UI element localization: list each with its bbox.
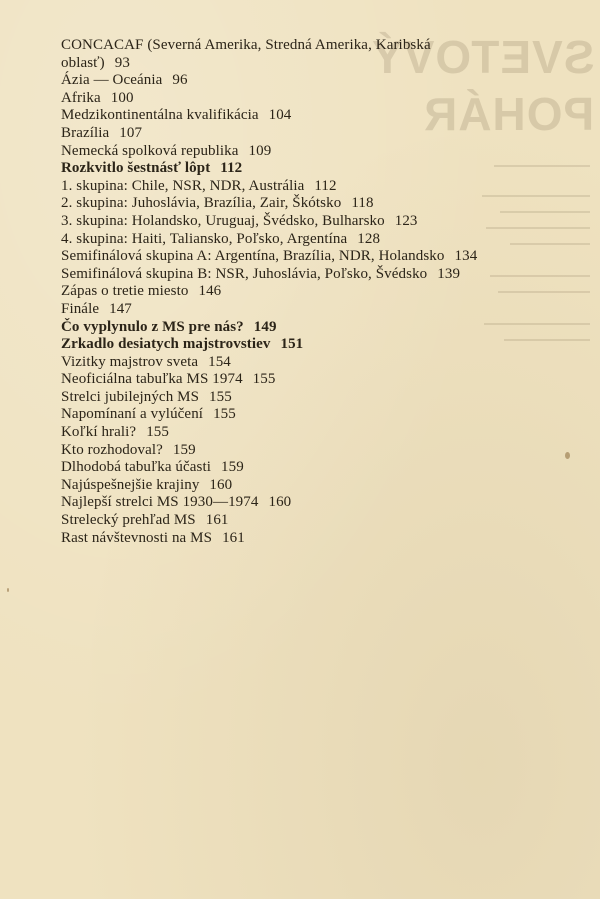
toc-entry	[61, 90, 581, 108]
toc-entry-title: Ázia — Oceánia	[61, 72, 163, 89]
toc-entry	[61, 37, 581, 55]
toc-entry-page: 161	[205, 512, 229, 529]
toc-entry-title: Koľkí hrali?	[61, 424, 137, 441]
toc-entry-page: 128	[357, 230, 381, 247]
toc-entry-page: 96	[172, 72, 188, 89]
toc-entry	[61, 354, 581, 372]
toc-entry	[61, 143, 581, 161]
toc-entry-title: Afrika	[61, 89, 101, 106]
bleed-title-line-1: SVETOVÝ	[370, 31, 594, 83]
toc-entry	[61, 336, 581, 354]
toc-entry	[61, 178, 581, 196]
toc-entry-title: Čo vyplynulo z MS pre nás?	[61, 318, 244, 335]
toc-entry-title: oblasť)	[61, 54, 105, 71]
toc-entry-page: 118	[351, 195, 374, 212]
toc-entry	[61, 494, 581, 512]
toc-entry	[61, 301, 581, 319]
toc-entry-title: Napomínaní a vylúčení	[61, 406, 204, 423]
toc-entry	[61, 389, 581, 407]
paper-spot	[7, 588, 9, 592]
toc-entry-title: 1. skupina: Chile, NSR, NDR, Austrália	[61, 177, 305, 194]
toc-entry-page: 139	[437, 265, 461, 282]
toc-entry-page: 154	[208, 353, 231, 370]
bleed-title-line-2: POHÁR	[422, 88, 594, 140]
toc-entry-title: CONCACAF (Severná Amerika, Stredná Amerika, Karibská	[61, 37, 431, 53]
toc-entry-page: 159	[172, 441, 196, 458]
toc-entry-title: Semifinálová skupina B: NSR, Juhoslávia, Poľsko, Švédsko	[61, 265, 428, 282]
toc-entry-title: Zápas o tretie miesto	[61, 283, 189, 300]
toc-entry	[61, 424, 581, 442]
toc-entry	[61, 125, 581, 143]
toc-entry-page: 155	[213, 406, 236, 423]
toc-entry-title: Najúspešnejšie krajiny	[61, 476, 200, 493]
toc-entry	[61, 459, 581, 477]
table-of-contents	[61, 37, 581, 547]
toc-entry-page: 151	[280, 336, 304, 353]
toc-entry-page: 160	[209, 476, 233, 493]
toc-entry-title: Najlepší strelci MS 1930—1974	[61, 494, 259, 511]
toc-entry	[61, 283, 581, 301]
toc-entry-title: Semifinálová skupina A: Argentína, Brazília, NDR, Holandsko	[61, 248, 445, 265]
toc-entry-title: Brazília	[61, 124, 110, 141]
toc-entry-title: Dlhodobá tabuľka účasti	[61, 459, 212, 476]
toc-entry	[61, 477, 581, 495]
toc-entry	[61, 406, 581, 424]
toc-entry-title: Nemecká spolková republika	[61, 142, 239, 159]
toc-entry	[61, 371, 581, 389]
toc-entry	[61, 442, 581, 460]
toc-entry	[61, 231, 581, 249]
toc-entry	[61, 248, 581, 266]
toc-entry	[61, 72, 581, 90]
toc-entry	[61, 107, 581, 125]
toc-entry-page: 123	[394, 212, 418, 229]
toc-entry	[61, 266, 581, 284]
toc-entry-page: 100	[110, 89, 134, 106]
toc-entry-title: Strelecký prehľad MS	[61, 512, 196, 529]
toc-entry-page: 112	[314, 177, 337, 194]
toc-entry-title: 4. skupina: Haiti, Taliansko, Poľsko, Argentína	[61, 230, 348, 247]
toc-entry-page: 161	[222, 529, 245, 546]
toc-entry-page: 147	[109, 300, 132, 317]
toc-entry	[61, 319, 581, 337]
toc-entry	[61, 195, 581, 213]
toc-entry-page: 155	[209, 388, 232, 405]
toc-entry	[61, 160, 581, 178]
toc-entry-page: 155	[146, 424, 170, 441]
toc-entry-page: 107	[119, 124, 143, 141]
toc-entry-page: 104	[268, 107, 292, 124]
toc-entry	[61, 213, 581, 231]
toc-entry-title: Rast návštevnosti na MS	[61, 529, 213, 546]
toc-entry-page: 146	[198, 283, 222, 300]
toc-entry-title: Medzikontinentálna kvalifikácia	[61, 107, 259, 124]
toc-entry-page: 109	[248, 142, 272, 159]
toc-entry-title: Kto rozhodoval?	[61, 441, 163, 458]
toc-entry-page: 93	[114, 54, 130, 71]
toc-entry	[61, 530, 581, 548]
toc-entry-title: Rozkvitlo šestnásť lôpt	[61, 160, 211, 177]
toc-entry-title: 3. skupina: Holandsko, Uruguaj, Švédsko, Bulharsko	[61, 212, 385, 229]
toc-entry-title: Strelci jubilejných MS	[61, 388, 200, 405]
toc-entry-page: 149	[253, 318, 277, 335]
toc-entry-title: Neoficiálna tabuľka MS 1974	[61, 371, 243, 388]
toc-entry	[61, 512, 581, 530]
toc-entry-page: 160	[268, 494, 292, 511]
toc-entry-title: Vizitky majstrov sveta	[61, 353, 199, 370]
toc-entry	[61, 55, 581, 73]
toc-entry-page: 134	[454, 248, 478, 265]
toc-entry-title: 2. skupina: Juhoslávia, Brazília, Zair, Škótsko	[61, 195, 342, 212]
toc-entry-page: 155	[252, 371, 276, 388]
toc-entry-title: Zrkadlo desiatych majstrovstiev	[61, 336, 271, 353]
toc-entry-title: Finále	[61, 300, 100, 317]
toc-entry-page: 159	[221, 459, 244, 476]
toc-entry-page: 112	[220, 160, 243, 177]
